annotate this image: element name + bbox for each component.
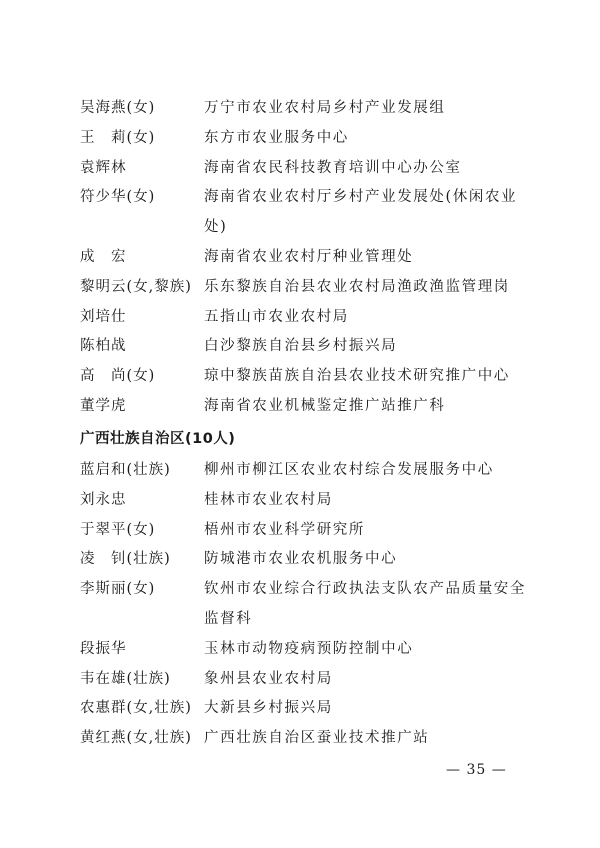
person-name: 刘培仕 — [80, 308, 127, 325]
person-name: 韦在雄(壮族) — [80, 670, 171, 687]
organization: 处) — [204, 219, 228, 236]
person-name: 成 宏 — [80, 249, 127, 265]
list-item — [80, 242, 540, 272]
organization: 广西壮族自治区蚕业技术推广站 — [204, 730, 430, 747]
list-item — [80, 544, 540, 574]
organization: 东方市农业服务中心 — [204, 129, 349, 146]
person-name: 王 莉(女) — [80, 129, 156, 146]
organization: 海南省农民科技教育培训中心办公室 — [204, 159, 462, 176]
organization: 梧州市农业科学研究所 — [204, 521, 365, 538]
organization: 乐东黎族自治县农业农村局渔政渔监管理岗 — [204, 278, 510, 295]
page-number: — 35 — — [446, 762, 507, 778]
organization: 钦州市农业综合行政执法支队农产品质量安全 — [204, 581, 526, 598]
person-name: 董学虎 — [80, 398, 127, 414]
organization: 琼中黎族苗族自治县农业技术研究推广中心 — [204, 368, 510, 385]
organization: 玉林市动物疫病预防控制中心 — [204, 640, 414, 657]
person-name: 于翠平(女) — [80, 521, 156, 538]
list-item — [80, 634, 540, 664]
section-title: 广西壮族自治区(10人) — [80, 431, 236, 447]
person-name: 高 尚(女) — [80, 368, 156, 385]
organization: 海南省农业农村厅种业管理处 — [204, 249, 414, 265]
person-name: 刘永忠 — [80, 491, 127, 508]
list-item — [80, 153, 540, 183]
list-item — [80, 693, 540, 723]
list-item — [80, 574, 540, 604]
organization: 五指山市农业农村局 — [204, 308, 349, 325]
list-item — [80, 391, 540, 421]
person-name: 黄红燕(女,壮族) — [80, 730, 192, 747]
person-name: 蓝启和(壮族) — [80, 462, 171, 478]
list-item — [80, 272, 540, 302]
list-item — [80, 93, 540, 123]
list-item — [80, 664, 540, 694]
list-item — [80, 723, 540, 753]
list-item — [80, 515, 540, 545]
list-item — [80, 302, 540, 332]
list-item — [80, 455, 540, 485]
organization: 桂林市农业农村局 — [204, 491, 333, 508]
organization: 海南省农业农村厅乡村产业发展处(休闲农业 — [204, 189, 518, 206]
person-name: 陈柏战 — [80, 338, 127, 355]
organization: 万宁市农业农村局乡村产业发展组 — [204, 100, 446, 116]
list-item — [80, 604, 540, 634]
list-item — [80, 361, 540, 391]
person-name: 农惠群(女,壮族) — [80, 700, 192, 717]
person-name: 李斯丽(女) — [80, 581, 156, 598]
organization: 监督科 — [204, 611, 253, 627]
organization: 象州县农业农村局 — [204, 670, 333, 687]
organization: 白沙黎族自治县乡村振兴局 — [204, 338, 398, 355]
person-name: 段振华 — [80, 640, 127, 657]
person-name: 符少华(女) — [80, 189, 156, 206]
list-item — [80, 212, 540, 242]
organization: 柳州市柳江区农业农村综合发展服务中心 — [204, 462, 494, 478]
organization: 防城港市农业农机服务中心 — [204, 551, 398, 568]
list-item — [80, 182, 540, 212]
person-name: 吴海燕(女) — [80, 100, 156, 116]
organization: 大新县乡村振兴局 — [204, 700, 333, 717]
organization: 海南省农业机械鉴定推广站推广科 — [204, 398, 446, 414]
list-item — [80, 123, 540, 153]
person-name: 袁辉林 — [80, 159, 127, 176]
person-name: 凌 钊(壮族) — [80, 551, 171, 568]
list-item — [80, 485, 540, 515]
list-item — [80, 331, 540, 361]
person-name: 黎明云(女,黎族) — [80, 278, 192, 295]
